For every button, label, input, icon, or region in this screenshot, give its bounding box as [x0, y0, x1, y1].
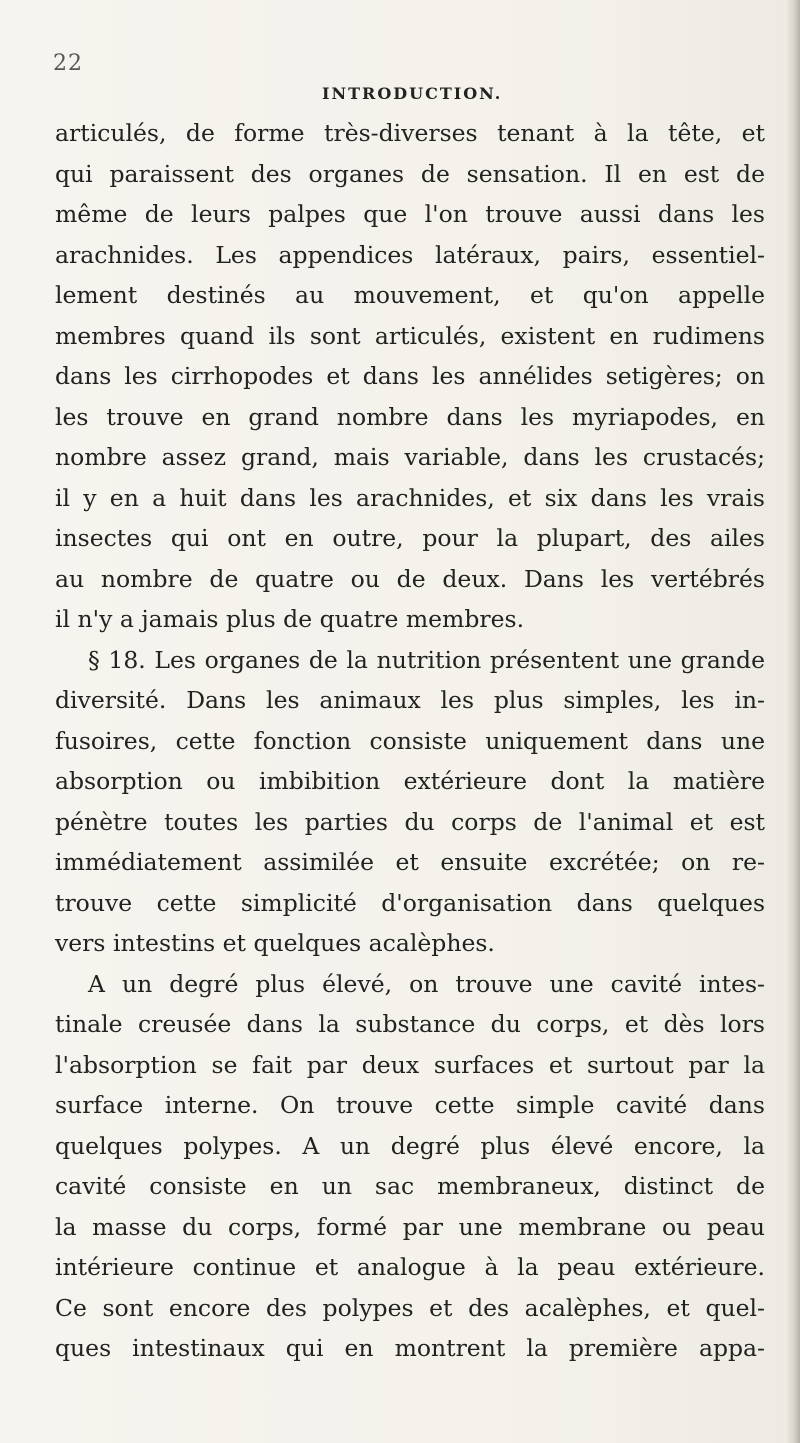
text-line: intérieure continue et analogue à la peau extérieure. [55, 1253, 765, 1281]
paragraph-start-line: A un degré plus élevé, on trouve une cavité intes- [88, 969, 765, 998]
text-line: il n'y a jamais plus de quatre membres. [55, 605, 525, 633]
text-line: vers intestins et quelques acalèphes. [55, 929, 495, 957]
body-text [55, 113, 765, 1369]
page-number: 22 [53, 51, 83, 76]
text-line: trouve cette simplicité d'organisation dans quelques [55, 888, 765, 917]
text-line: insectes qui ont en outre, pour la plupart, des ailes [55, 524, 765, 552]
text-line: il y en a huit dans les arachnides, et six dans les vrais [55, 483, 765, 512]
text-line: absorption ou imbibition extérieure dont la matière [55, 767, 765, 795]
section-heading-line: § 18. Les organes de la nutrition présentent une grande [88, 645, 765, 674]
text-line: qui paraissent des organes de sensation. Il en est de [55, 159, 765, 188]
text-line: même de leurs palpes que l'on trouve aussi dans les [55, 200, 765, 228]
text-line: la masse du corps, formé par une membrane ou peau [55, 1212, 765, 1241]
text-line: pénètre toutes les parties du corps de l'animal et est [55, 807, 765, 836]
text-line: au nombre de quatre ou de deux. Dans les vertébrés [55, 564, 765, 593]
text-line: membres quand ils sont articulés, existent en rudimens [55, 321, 765, 350]
text-line: tinale creusée dans la substance du corps, et dès lors [55, 1010, 765, 1038]
text-line: Ce sont encore des polypes et des acalèphes, et quel- [55, 1293, 765, 1322]
text-line: dans les cirrhopodes et dans les annélides setigères; on [55, 362, 765, 390]
text-line: les trouve en grand nombre dans les myriapodes, en [55, 402, 765, 431]
page-edge-shadow [786, 0, 800, 1443]
text-line: immédiatement assimilée et ensuite excrétée; on re- [55, 848, 765, 876]
text-line: l'absorption se fait par deux surfaces et surtout par la [55, 1050, 765, 1079]
text-line: surface interne. On trouve cette simple cavité dans [55, 1091, 765, 1119]
text-line: lement destinés au mouvement, et qu'on appelle [55, 281, 765, 309]
text-line: ques intestinaux qui en montrent la première appa- [55, 1334, 765, 1362]
text-line: fusoires, cette fonction consiste uniquement dans une [55, 726, 765, 755]
text-line: quelques polypes. A un degré plus élevé encore, la [55, 1131, 765, 1160]
running-head: INTRODUCTION. [322, 84, 503, 103]
text-line: cavité consiste en un sac membraneux, distinct de [55, 1172, 765, 1200]
text-line: nombre assez grand, mais variable, dans les crustacés; [55, 443, 765, 471]
text-line: diversité. Dans les animaux les plus simples, les in- [55, 686, 765, 714]
text-line: arachnides. Les appendices latéraux, pairs, essentiel- [55, 240, 765, 269]
text-line: articulés, de forme très-diverses tenant à la tête, et [55, 119, 765, 147]
